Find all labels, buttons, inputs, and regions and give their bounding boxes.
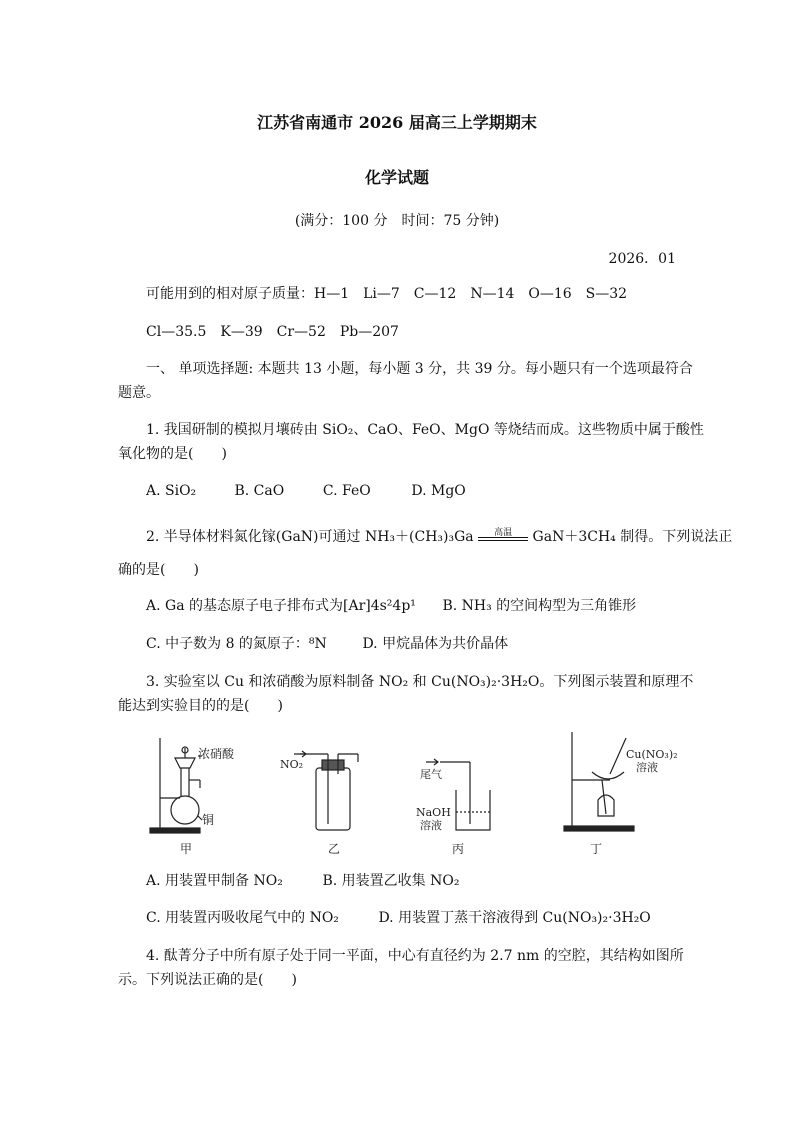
- reaction-arrow: [478, 528, 528, 546]
- reaction-condition: 高温: [494, 528, 513, 538]
- q1-option-b[interactable]: B. CaO: [234, 483, 285, 499]
- q2-stem: [146, 528, 732, 546]
- q1-stem-cont: 氧化物的是( ): [118, 446, 227, 462]
- exam-date: 2026．01: [608, 251, 676, 267]
- q4-stem: 4. 酞菁分子中所有原子处于同一平面，中心有直径约为 2.7 nm 的空腔，其结构如图所: [146, 948, 684, 964]
- q1-option-d[interactable]: D. MgO: [411, 483, 466, 499]
- q3-options-row2: [146, 909, 651, 927]
- q2-options-row2: [146, 635, 508, 653]
- apparatus-jia: [150, 738, 202, 833]
- q2-stem-post: GaN＋3CH₄ 制得。下列说法正: [532, 529, 733, 545]
- label-naoh-solution: 溶液: [420, 819, 442, 832]
- q2-option-c[interactable]: C. 中子数为 8 的氮原子：⁸N: [146, 636, 327, 652]
- apparatus-yi: [294, 751, 358, 830]
- exam-info: (满分：100 分 时间：75 分钟): [294, 213, 500, 229]
- q2-stem-pre: 2. 半导体材料氮化镓(GaN)可通过 NH₃＋(CH₃)₃Ga: [146, 529, 474, 545]
- label-yi: 乙: [328, 842, 341, 856]
- label-bing: 丙: [452, 842, 465, 856]
- q2-option-b[interactable]: B. NH₃ 的空间构型为三角锥形: [442, 598, 637, 614]
- section-heading-cont: 题意。: [118, 385, 160, 401]
- label-ding: 丁: [590, 842, 603, 856]
- q3-option-a[interactable]: A. 用装置甲制备 NO₂: [146, 873, 283, 889]
- label-copper-nitrate-solution: 溶液: [636, 761, 658, 774]
- label-no2: NO₂: [280, 758, 304, 771]
- q2-option-d[interactable]: D. 甲烷晶体为共价晶体: [362, 636, 509, 652]
- q1-option-a[interactable]: A. SiO₂: [146, 483, 197, 499]
- q3-stem: 3. 实验室以 Cu 和浓硝酸为原料制备 NO₂ 和 Cu(NO₃)₂·3H₂O。下列图示装置和原理不: [146, 674, 694, 690]
- q1-stem: 1. 我国研制的模拟月壤砖由 SiO₂、CaO、FeO、MgO 等烧结而成。这些物质中属于酸性: [146, 422, 704, 438]
- q2-options-row1: [146, 597, 636, 615]
- label-copper-nitrate: Cu(NO₃)₂: [626, 748, 678, 761]
- lab-apparatus-figure: [140, 728, 700, 858]
- q3-options-row1: [146, 872, 459, 890]
- atomic-mass-line-2: Cl—35.5 K—39 Cr—52 Pb—207: [146, 324, 399, 340]
- q2-stem-cont: 确的是( ): [118, 562, 199, 578]
- q3-option-b[interactable]: B. 用装置乙收集 NO₂: [322, 873, 460, 889]
- apparatus-ding: [564, 732, 634, 831]
- label-tail-gas: 尾气: [420, 768, 442, 781]
- q2-option-a[interactable]: A. Ga 的基态原子电子排布式为[Ar]4s²4p¹: [146, 598, 416, 614]
- label-acid: 浓硝酸: [198, 747, 235, 761]
- q3-stem-cont: 能达到实验目的的是( ): [118, 698, 283, 714]
- q3-option-c[interactable]: C. 用装置丙吸收尾气中的 NO₂: [146, 910, 339, 926]
- label-naoh: NaOH: [416, 806, 451, 819]
- section-heading: 一、 单项选择题: 本题共 13 小题，每小题 3 分，共 39 分。每小题只有一个选项最符合: [146, 361, 693, 377]
- q1-options: [146, 482, 466, 500]
- subject-title: 化学试题: [364, 168, 429, 187]
- q1-option-c[interactable]: C. FeO: [322, 483, 371, 499]
- exam-title: 江苏省南通市 2026 届高三上学期期末: [257, 113, 537, 132]
- atomic-mass-line-1: 可能用到的相对原子质量：H—1 Li—7 C—12 N—14 O—16 S—32: [146, 286, 628, 302]
- label-jia: 甲: [180, 842, 193, 856]
- label-copper: 铜: [202, 813, 215, 827]
- q4-stem-cont: 示。下列说法正确的是( ): [118, 972, 297, 988]
- q3-option-d[interactable]: D. 用装置丁蒸干溶液得到 Cu(NO₃)₂·3H₂O: [378, 910, 651, 926]
